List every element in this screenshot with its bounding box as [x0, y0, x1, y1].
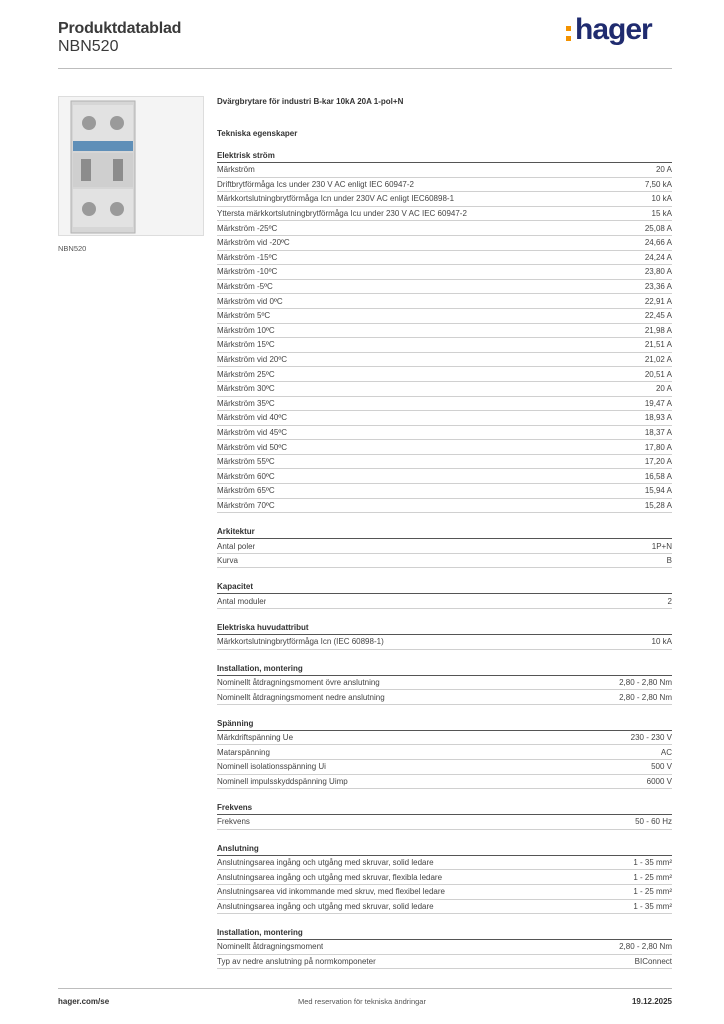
- spec-row: [217, 731, 672, 746]
- spec-label: Märkström vid 20ºC: [217, 355, 288, 365]
- spec-section: [217, 526, 672, 568]
- spec-row: [217, 760, 672, 775]
- footer-date: 19.12.2025: [631, 997, 672, 1006]
- spec-label: Anslutningsarea vid inkommande med skruv, med flexibel ledare: [217, 887, 445, 897]
- spec-row: [217, 309, 672, 324]
- spec-row: [217, 426, 672, 441]
- spec-label: Märkström 5ºC: [217, 311, 271, 321]
- spec-row: [217, 353, 672, 368]
- section-title: Installation, montering: [217, 663, 672, 676]
- spec-row: [217, 265, 672, 280]
- section-title: Frekvens: [217, 802, 672, 815]
- spec-value: 2,80 - 2,80 Nm: [619, 677, 672, 687]
- spec-row: [217, 163, 672, 178]
- spec-row: [217, 815, 672, 830]
- spec-section: [217, 150, 672, 513]
- logo-text: hager: [575, 13, 652, 46]
- spec-value: B: [666, 556, 672, 566]
- spec-row: [217, 280, 672, 295]
- spec-row: [217, 251, 672, 266]
- spec-value: 20 A: [655, 165, 672, 175]
- spec-value: 25,08 A: [644, 223, 672, 233]
- spec-label: Märkström -10ºC: [217, 267, 278, 277]
- spec-row: [217, 900, 672, 915]
- spec-sections: [217, 150, 672, 969]
- spec-value: 21,51 A: [644, 340, 672, 350]
- spec-label: Märkström -5ºC: [217, 282, 273, 292]
- spec-value: 50 - 60 Hz: [635, 817, 672, 827]
- spec-value: 1P+N: [651, 541, 672, 551]
- spec-value: 22,91 A: [644, 296, 672, 306]
- spec-label: Märkström vid 0ºC: [217, 296, 283, 306]
- logo-dots-icon: [566, 26, 571, 41]
- spec-label: Anslutningsarea ingång och utgång med skruvar, solid ledare: [217, 858, 434, 868]
- spec-label: Märkström 55ºC: [217, 457, 275, 467]
- spec-label: Märkström 70ºC: [217, 500, 275, 510]
- spec-label: Märkström 10ºC: [217, 325, 275, 335]
- spec-section: [217, 581, 672, 609]
- spec-value: 23,80 A: [644, 267, 672, 277]
- spec-row: [217, 367, 672, 382]
- spec-label: Märkström 60ºC: [217, 471, 275, 481]
- spec-value: 1 - 25 mm²: [633, 887, 672, 897]
- spec-label: Nominellt åtdragningsmoment: [217, 942, 324, 952]
- spec-value: 18,93 A: [644, 413, 672, 423]
- spec-row: [217, 690, 672, 705]
- spec-section: [217, 622, 672, 650]
- spec-label: Anslutningsarea ingång och utgång med skruvar, flexibla ledare: [217, 872, 443, 882]
- spec-value: 20 A: [655, 384, 672, 394]
- page-title: Produktdatablad: [58, 20, 182, 37]
- hager-logo: [566, 14, 652, 46]
- spec-value: 1 - 35 mm²: [633, 901, 672, 911]
- spec-label: Yttersta märkkortslutningbrytförmåga Icu under 230 V AC IEC 60947-2: [217, 209, 467, 219]
- spec-value: 24,24 A: [644, 252, 672, 262]
- spec-section: [217, 843, 672, 914]
- spec-value: 7,50 kA: [644, 179, 672, 189]
- spec-label: Märkström 25ºC: [217, 369, 275, 379]
- spec-row: [217, 745, 672, 760]
- header-divider: [58, 68, 672, 69]
- spec-label: Märkström vid -20ºC: [217, 238, 290, 248]
- spec-value: 16,58 A: [644, 471, 672, 481]
- spec-value: 21,98 A: [644, 325, 672, 335]
- spec-label: Märkström 65ºC: [217, 486, 275, 496]
- footer-disclaimer: Med reservation för tekniska ändringar: [298, 997, 426, 1006]
- spec-value: 22,45 A: [644, 311, 672, 321]
- spec-value: 2: [667, 596, 672, 606]
- spec-value: 10 kA: [651, 637, 672, 647]
- spec-row: [217, 397, 672, 412]
- spec-value: 10 kA: [651, 194, 672, 204]
- spec-label: Antal moduler: [217, 596, 267, 606]
- spec-label: Anslutningsarea ingång och utgång med skruvar, solid ledare: [217, 901, 434, 911]
- spec-section: [217, 663, 672, 705]
- spec-label: Märkström 15ºC: [217, 340, 275, 350]
- spec-label: Märkdriftspänning Ue: [217, 733, 294, 743]
- spec-label: Märkström -25ºC: [217, 223, 278, 233]
- spec-label: Märkström 35ºC: [217, 398, 275, 408]
- spec-content: [217, 96, 672, 969]
- spec-row: [217, 192, 672, 207]
- spec-value: 500 V: [651, 762, 672, 772]
- spec-row: [217, 221, 672, 236]
- spec-label: Märkström -15ºC: [217, 252, 278, 262]
- spec-value: 21,02 A: [644, 355, 672, 365]
- spec-label: Märkström vid 40ºC: [217, 413, 288, 423]
- spec-value: 24,66 A: [644, 238, 672, 248]
- spec-label: Märkström: [217, 165, 255, 175]
- section-title: Spänning: [217, 718, 672, 731]
- spec-label: Matarspänning: [217, 747, 270, 757]
- spec-label: Typ av nedre anslutning på normkomponeter: [217, 957, 376, 967]
- section-title: Installation, montering: [217, 927, 672, 940]
- spec-value: 23,36 A: [644, 282, 672, 292]
- spec-value: 17,20 A: [644, 457, 672, 467]
- spec-label: Nominell impulsskyddspänning Uimp: [217, 776, 348, 786]
- image-caption: NBN520: [58, 244, 87, 253]
- spec-value: 1 - 25 mm²: [633, 872, 672, 882]
- spec-row: [217, 885, 672, 900]
- spec-label: Driftbrytförmåga Ics under 230 V AC enligt IEC 60947-2: [217, 179, 414, 189]
- spec-section: [217, 718, 672, 789]
- spec-value: 6000 V: [646, 776, 672, 786]
- spec-row: [217, 499, 672, 514]
- spec-value: 1 - 35 mm²: [633, 858, 672, 868]
- spec-value: 19,47 A: [644, 398, 672, 408]
- spec-value: 2,80 - 2,80 Nm: [619, 692, 672, 702]
- spec-row: [217, 484, 672, 499]
- spec-value: 2,80 - 2,80 Nm: [619, 942, 672, 952]
- spec-label: Antal poler: [217, 541, 256, 551]
- spec-row: [217, 178, 672, 193]
- spec-row: [217, 338, 672, 353]
- spec-row: [217, 455, 672, 470]
- spec-row: [217, 594, 672, 609]
- spec-label: Nominell isolationsspänning Ui: [217, 762, 326, 772]
- spec-value: 18,37 A: [644, 427, 672, 437]
- spec-row: [217, 382, 672, 397]
- spec-row: [217, 940, 672, 955]
- spec-row: [217, 554, 672, 569]
- spec-row: [217, 411, 672, 426]
- spec-section: [217, 802, 672, 830]
- spec-row: [217, 294, 672, 309]
- spec-row: [217, 539, 672, 554]
- spec-value: 15,94 A: [644, 486, 672, 496]
- circuit-breaker-icon: [59, 97, 203, 235]
- product-description: Dvärgbrytare för industri B-kar 10kA 20A 1-pol+N: [217, 97, 404, 106]
- spec-label: Märkström vid 50ºC: [217, 442, 288, 452]
- footer-divider: [58, 988, 672, 989]
- spec-section: [217, 927, 672, 969]
- spec-row: [217, 856, 672, 871]
- section-title: Kapacitet: [217, 581, 672, 594]
- section-title: Arkitektur: [217, 526, 672, 539]
- product-image: [58, 96, 204, 236]
- spec-row: [217, 440, 672, 455]
- spec-row: [217, 775, 672, 790]
- section-title: Elektriska huvudattribut: [217, 622, 672, 635]
- spec-label: Nominellt åtdragningsmoment nedre anslutning: [217, 692, 385, 702]
- spec-label: Märkkortslutningbrytförmåga Icn under 230V AC enligt IEC60898-1: [217, 194, 455, 204]
- spec-row: [217, 469, 672, 484]
- spec-value: 15 kA: [651, 209, 672, 219]
- spec-label: Märkström 30ºC: [217, 384, 275, 394]
- spec-row: [217, 676, 672, 691]
- spec-value: BIConnect: [634, 957, 672, 967]
- spec-row: [217, 870, 672, 885]
- spec-row: [217, 207, 672, 222]
- spec-row: [217, 955, 672, 970]
- spec-label: Frekvens: [217, 817, 250, 827]
- spec-row: [217, 324, 672, 339]
- spec-label: Nominellt åtdragningsmoment övre anslutning: [217, 677, 380, 687]
- spec-label: Kurva: [217, 556, 238, 566]
- tech-heading: Tekniska egenskaper: [217, 129, 298, 138]
- spec-label: Märkström vid 45ºC: [217, 427, 288, 437]
- spec-row: [217, 236, 672, 251]
- spec-label: Märkkortslutningbrytförmåga Icn (IEC 60898-1): [217, 637, 384, 647]
- spec-row: [217, 635, 672, 650]
- spec-value: 17,80 A: [644, 442, 672, 452]
- section-title: Anslutning: [217, 843, 672, 856]
- spec-value: 15,28 A: [644, 500, 672, 510]
- product-code-title: NBN520: [58, 38, 119, 55]
- spec-value: 20,51 A: [644, 369, 672, 379]
- section-title: Elektrisk ström: [217, 150, 672, 163]
- spec-value: AC: [660, 747, 672, 757]
- footer-website: hager.com/se: [58, 997, 110, 1006]
- spec-value: 230 - 230 V: [630, 733, 672, 743]
